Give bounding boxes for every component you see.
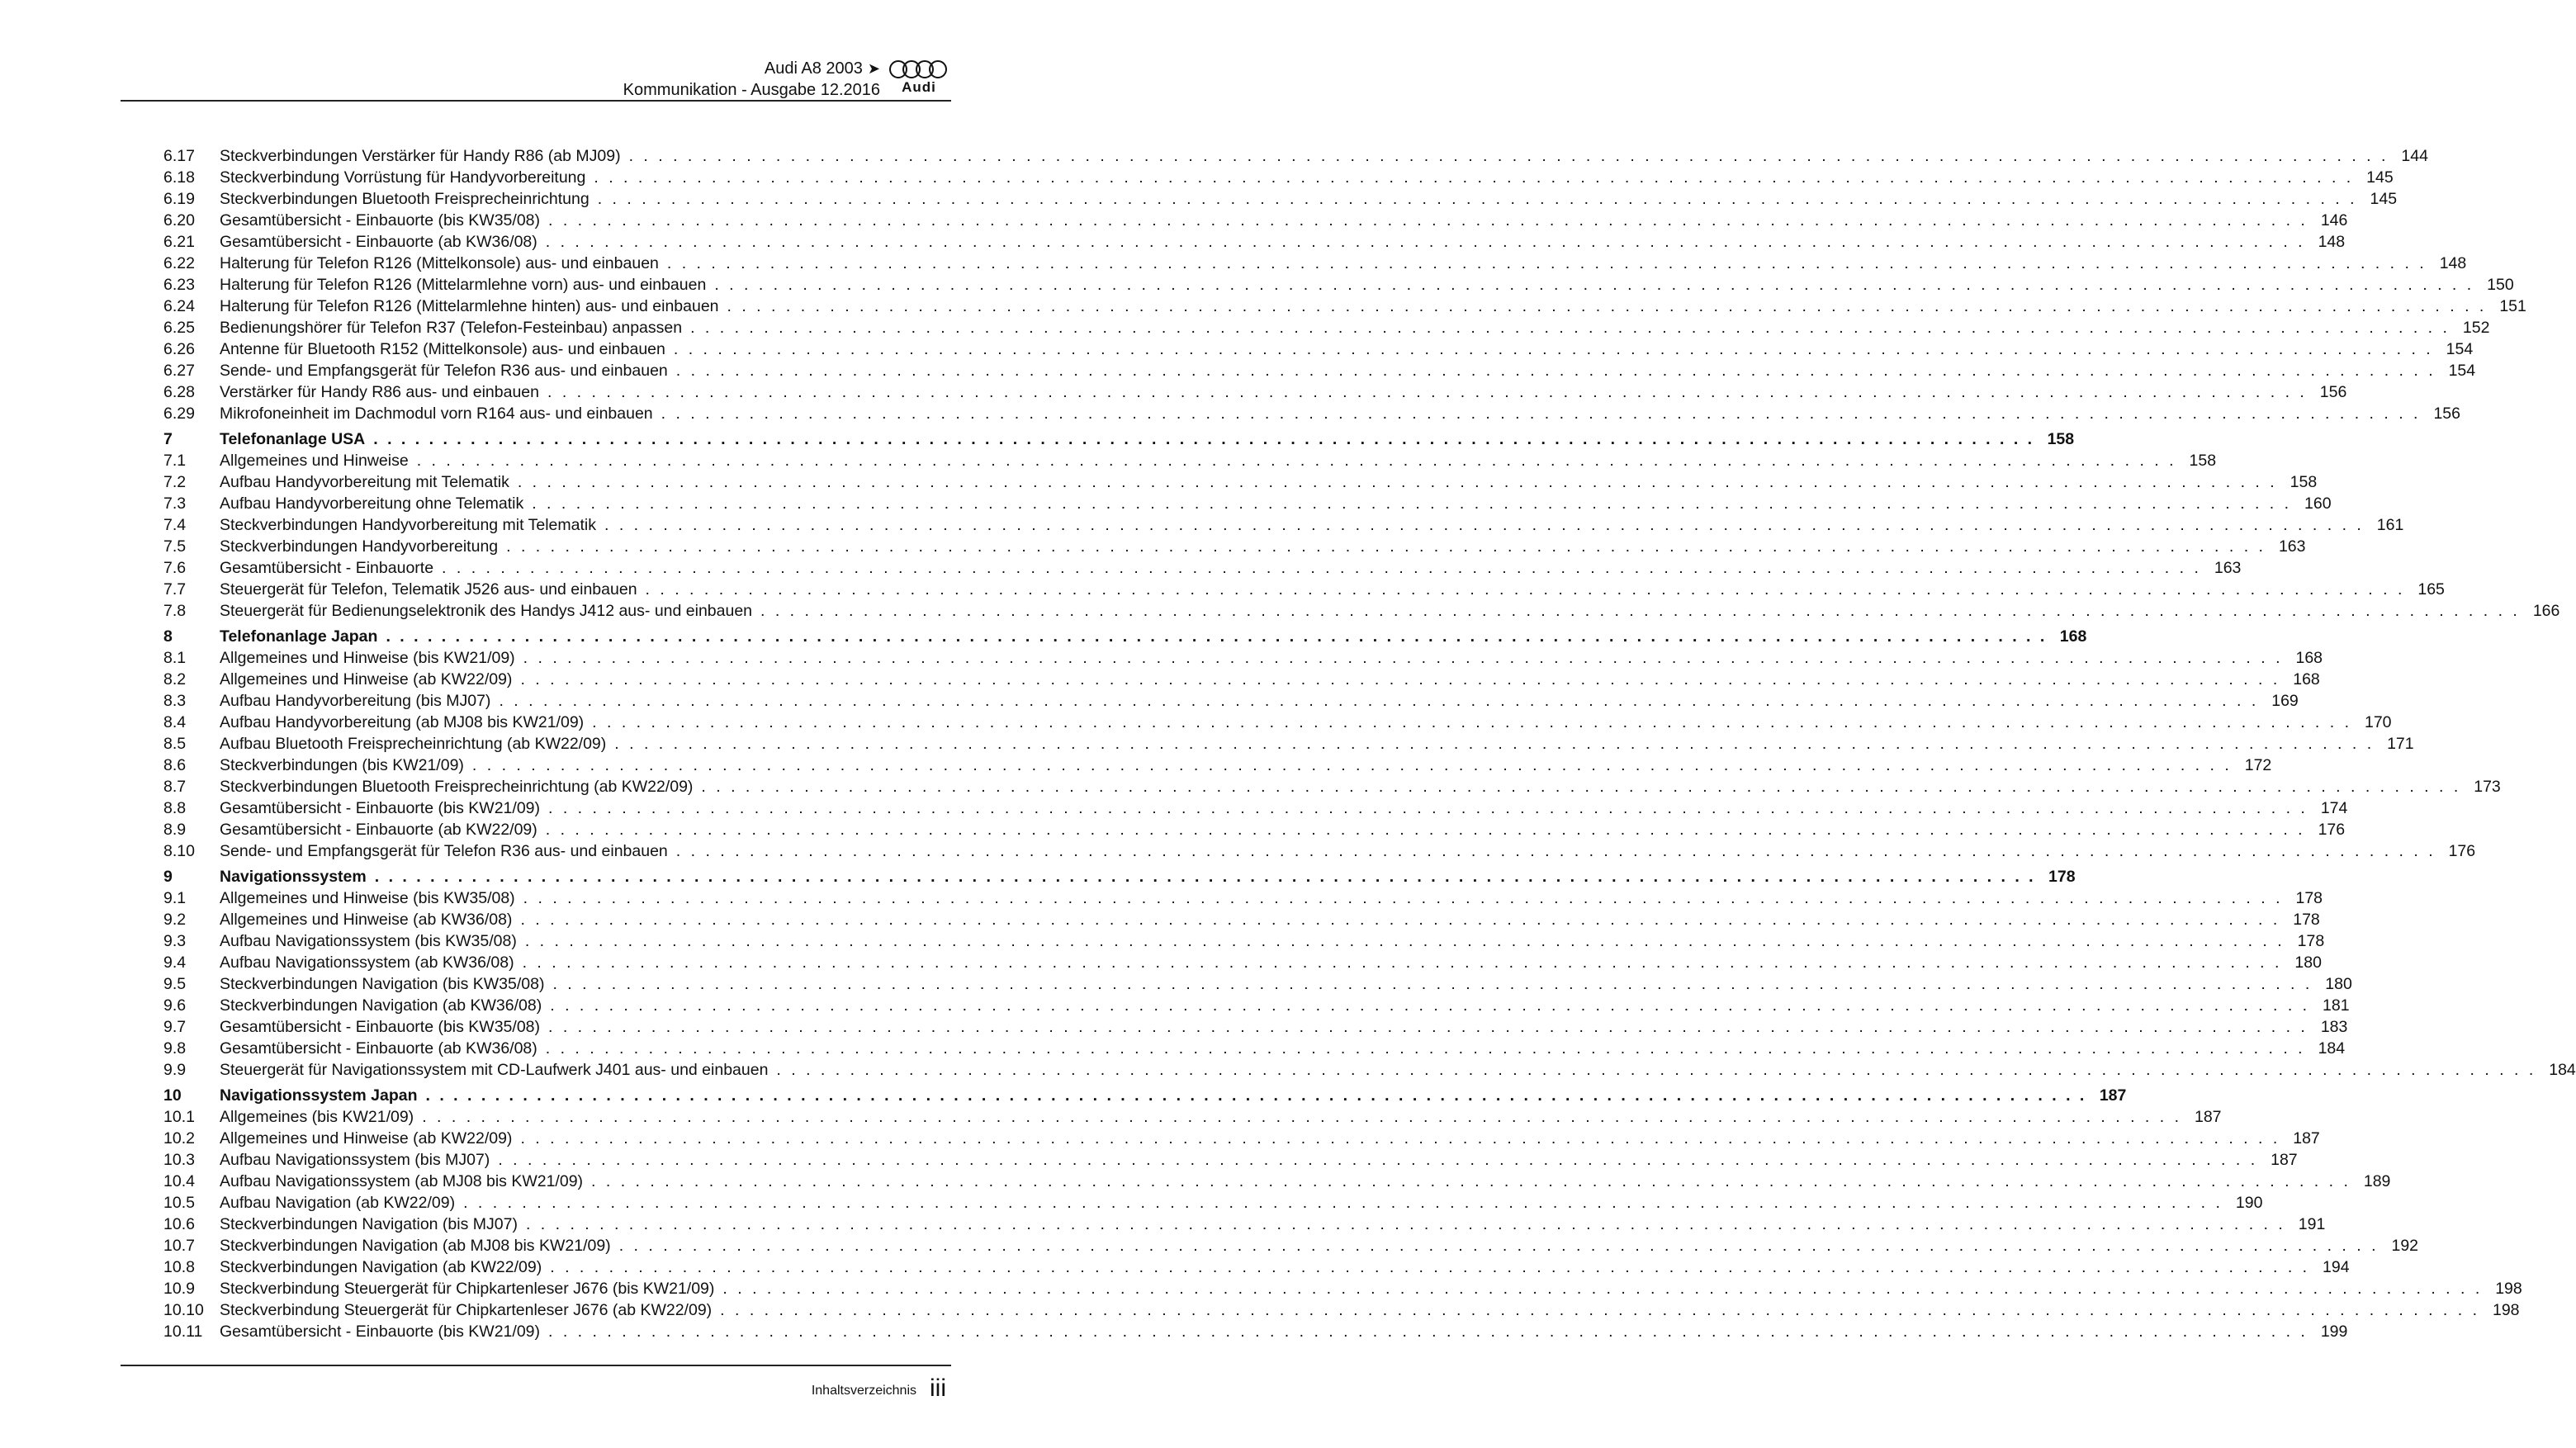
toc-row[interactable]: [163, 995, 2350, 1016]
toc-entry-title: Steckverbindungen Navigation (bis KW35/08): [220, 975, 545, 993]
dot-leader: . . . . . . . . . . . . . . . . . . . . . . . . . . . . . . . . . . . . . . . . . . . . . . . . . . . . . . . . . . . . . . . . . . . . . . . . . . . . . . . . . . . . . . . . . . . . . . . . . . . . . . . . . . . . . . . . . . . . . . . .: [666, 254, 2427, 272]
toc-entry-title: Aufbau Handyvorbereitung ohne Telematik: [220, 494, 524, 513]
toc-entry-number: 10.1: [163, 1108, 195, 1126]
dot-leader: . . . . . . . . . . . . . . . . . . . . . . . . . . . . . . . . . . . . . . . . . . . . . . . . . . . . . . . . . . . . . . . . . . . . . . . . . . . . . . . . . . . . . . . . . . . . . . . . . . . . . . . . . . . . . . . . . . . . . . . .: [442, 559, 2202, 577]
toc-row[interactable]: [163, 1149, 2298, 1171]
toc-entry-title: Steckverbindungen Navigation (bis MJ07): [220, 1215, 518, 1233]
toc-entry-number: 6.23: [163, 276, 195, 294]
toc-entry-page: 176: [2448, 842, 2476, 860]
dot-leader: . . . . . . . . . . . . . . . . . . . . . . . . . . . . . . . . . . . . . . . . . . . . . . . . . . . . . . . . . . . . . . . . . . . . . . . . . . . . . . . . . . . . . . . . . . . . . . . . . . . . . . . . . . . . . . . . . . . . . . . .: [675, 842, 2436, 860]
toc-entry-title: Steckverbindungen (bis KW21/09): [220, 756, 464, 774]
toc-row[interactable]: [163, 952, 2322, 973]
toc-entry-page: 180: [2325, 975, 2352, 993]
toc-entry-page: 146: [2320, 211, 2348, 230]
toc-entry-page: 168: [2059, 627, 2087, 646]
toc-entry-page: 145: [2366, 168, 2394, 187]
toc-entry-title: Halterung für Telefon R126 (Mittelarmlehne vorn) aus- und einbauen: [220, 276, 707, 294]
toc-entry-page: 172: [2244, 756, 2272, 774]
dot-leader: . . . . . . . . . . . . . . . . . . . . . . . . . . . . . . . . . . . . . . . . . . . . . . . . . . . . . . . . . . . . . . . . . . . . . . . . . . . . . . . . . . . . . . . . . . . . . . . . . . . . . . . . . . . . . . . . . . . . . . . .: [520, 1129, 2280, 1148]
toc-entry-number: 7.6: [163, 559, 187, 577]
toc-entry-number: 8.2: [163, 670, 187, 689]
toc-row[interactable]: [163, 1235, 2419, 1256]
toc-row[interactable]: [163, 1256, 2350, 1278]
toc-entry-number: 8: [163, 627, 173, 646]
toc-entry-page: 148: [2318, 233, 2346, 251]
toc-entry-title: Navigationssystem Japan: [220, 1086, 418, 1105]
toc-entry-number: 6.27: [163, 362, 195, 380]
toc-row[interactable]: [163, 1106, 2222, 1128]
dot-leader: . . . . . . . . . . . . . . . . . . . . . . . . . . . . . . . . . . . . . . . . . . . . . . . . . . . . . . . . . . . . . . . . . . . . . . . . . . . . . . . . . . . . . . . . . . . . . . . . . . . . . . . . . . . . . . . . . . . . . . . .: [548, 1323, 2308, 1341]
dot-leader: . . . . . . . . . . . . . . . . . . . . . . . . . . . . . . . . . . . . . . . . . . . . . . . . . . . . . . . . . . . . . . . . . . . . . . . . . . . . . . . . . . . . . . . . . . . . . . . . . . . . . . . . . . . . . . . . . . . . . . . .: [471, 756, 2233, 774]
toc-entry-page: 174: [2320, 799, 2348, 817]
toc-entry-number: 10.3: [163, 1151, 195, 1169]
toc-row[interactable]: [163, 733, 2414, 755]
toc-entry-number: 8.1: [163, 649, 187, 667]
toc-entry-page: 187: [2194, 1108, 2222, 1126]
toc-entry-number: 6.24: [163, 297, 195, 315]
toc-entry-number: 6.19: [163, 190, 195, 208]
page-footer: [121, 1365, 951, 1408]
toc-entry-number: 8.8: [163, 799, 187, 817]
footer-section-label: Inhaltsverzeichnis: [811, 1384, 916, 1398]
toc-entry-page: 158: [2189, 452, 2217, 470]
dot-leader: . . . . . . . . . . . . . . . . . . . . . . . . . . . . . . . . . . . . . . . . . . . . . . . . . . . . . . . . . . . . . . . . . . . . . . . . . . . . . . . . . . . . . . . . . . . . . . . . . . . . . . . . . . . . . . . . . . . . . . . .: [550, 1258, 2310, 1276]
toc-row[interactable]: [163, 755, 2272, 776]
dot-leader: . . . . . . . . . . . . . . . . . . . . . . . . . . . . . . . . . . . . . . . . . . . . . . . . . . . . . . . . . . . . . . . . . . . . . . . . . . . . . . . . . . . . . . . . . . . . . . . . . . . . . . . . . . . . . . . . . . . . . . . .: [422, 1108, 2182, 1126]
toc-entry-title: Aufbau Navigationssystem (bis KW35/08): [220, 932, 517, 950]
toc-row[interactable]: [163, 712, 2392, 733]
toc-entry-page: 184: [2318, 1039, 2346, 1058]
dot-leader: . . . . . . . . . . . . . . . . . . . . . . . . . . . . . . . . . . . . . . . . . . . . . . . . . . . . . . . . . . . . . . . . . . . . . . . . . . . . . . . . . . . . . . . . . . . . . . . . . . . . . . . . . . . . . . . . . . . . . . . .: [675, 362, 2436, 380]
dot-leader: . . . . . . . . . . . . . . . . . . . . . . . . . . . . . . . . . . . . . . . . . . . . . . . . . . . . . . . . . . . . . . . . . . . . . . . . . . . . . . . . . . . . . . . . . . . . . . . . . . . . . . . . . . . . . . . . . . . . . . . .: [548, 799, 2308, 817]
toc-entry-number: 7.7: [163, 580, 187, 599]
dot-leader: . . . . . . . . . . . . . . . . . . . . . . . . . . . . . . . . . . . . . . . . . . . . . . . . . . . . . . . . . . . . . . . . . . . . . . . . . . . . . . . . . . . . . . . . . . . . . . . . . . . . . . . . . . . . . . . . . . . . . . . .: [524, 932, 2285, 950]
toc-entry-title: Gesamtübersicht - Einbauorte (bis KW35/08): [220, 1018, 541, 1036]
toc-row[interactable]: [163, 360, 2476, 381]
toc-entry-title: Aufbau Navigationssystem (bis MJ07): [220, 1151, 490, 1169]
toc-entry-title: Aufbau Navigationssystem (ab MJ08 bis KW21/09): [220, 1172, 584, 1190]
dot-leader: . . . . . . . . . . . . . . . . . . . . . . . . . . . . . . . . . . . . . . . . . . . . . . . . . . . . . . . . . . . . . . . . . . . . . . . . . . . . . . . . . . . . . . . . . . . . . . . . . . . . . . . . . . . . . . . . . . . . . . . .: [701, 778, 2461, 796]
dot-leader: . . . . . . . . . . . . . . . . . . . . . . . . . . . . . . . . . . . . . . . . . . . . . . . . . . . . . . . . . . . . . . . . . . . . . . . . . . . . . . . . . . . . . . . . . . . . . . . . . . . . . . . . . . . . . . . . . . . . . . . .: [525, 1215, 2286, 1233]
toc-entry-title: Aufbau Handyvorbereitung mit Telematik: [220, 473, 509, 491]
toc-entry-number: 9.6: [163, 996, 187, 1015]
toc-entry-title: Steckverbindungen Navigation (ab KW22/09): [220, 1258, 542, 1276]
toc-entry-page: 171: [2387, 735, 2414, 753]
toc-entry-number: 6.25: [163, 319, 195, 337]
toc-row[interactable]: [163, 450, 2217, 471]
dot-leader: . . . . . . . . . . . . . . . . . . . . . . . . . . . . . . . . . . . . . . . . . . . . . . . . . . . . . . . . . . . . . . . . . . . . . . . . . . . . . . . . . . . . . . . . . . . . . . . . . . . . . . . . . . . . . . . . . . . . . . . .: [523, 649, 2284, 667]
toc-row[interactable]: [163, 797, 2348, 819]
toc-entry-number: 6.18: [163, 168, 195, 187]
toc-entry-number: 6.28: [163, 383, 195, 401]
dot-leader: . . . . . . . . . . . . . . . . . . . . . . . . . . . . . . . . . . . . . . . . . . . . . . . . . . . . . . . . . . . . . . . . . . . . . . . . . . . . . . . . . . . . . . . . . . . . . . . . . . . . . . . . . . . . . . . . . . . . . . . .: [498, 1151, 2258, 1169]
toc-entry-title: Steckverbindung Steuergerät für Chipkartenleser J676 (bis KW21/09): [220, 1280, 715, 1298]
toc-entry-title: Gesamtübersicht - Einbauorte (bis KW21/09): [220, 799, 541, 817]
toc-entry-page: 168: [2295, 649, 2323, 667]
table-of-contents: [163, 145, 2576, 1342]
toc-chapter-row[interactable]: [163, 428, 2075, 450]
toc-entry-page: 160: [2304, 494, 2332, 513]
toc-entry-number: 9.9: [163, 1061, 187, 1079]
toc-entry-title: Steuergerät für Navigationssystem mit CD-Laufwerk J401 aus- und einbauen: [220, 1061, 769, 1079]
dot-leader: . . . . . . . . . . . . . . . . . . . . . . . . . . . . . . . . . . . . . . . . . . . . . . . . . . . . . . . . . . . . . . . . . . . . . . . . . . . . . . . . . . . . . . . . . . . . . . . . . . . . . . . . . . . . . . . . . . . . . . . .: [520, 670, 2280, 689]
toc-entry-page: 154: [2448, 362, 2476, 380]
toc-entry-title: Telefonanlage USA: [220, 430, 366, 448]
toc-entry-title: Allgemeines und Hinweise (ab KW36/08): [220, 911, 513, 929]
toc-entry-page: 158: [2290, 473, 2318, 491]
toc-entry-page: 184: [2549, 1061, 2576, 1079]
toc-row[interactable]: [163, 381, 2347, 403]
toc-entry-page: 166: [2532, 602, 2560, 620]
toc-entry-page: 194: [2323, 1258, 2350, 1276]
toc-chapter-row[interactable]: [163, 866, 2076, 887]
dot-leader: . . . . . . . . . . . . . . . . . . . . . . . . . . . . . . . . . . . . . . . . . . . . . . . . . . . . . . . . . . . . . . . . . . . . . . . . . . . . . . . . . . . . . . . . . . . . . . . . . . . . . . . . . . . . . . . . . . . . . . . .: [373, 430, 2035, 448]
toc-entry-title: Navigationssystem: [220, 868, 367, 886]
dot-leader: . . . . . . . . . . . . . . . . . . . . . . . . . . . . . . . . . . . . . . . . . . . . . . . . . . . . . . . . . . . . . . . . . . . . . . . . . . . . . . . . . . . . . . . . . . . . . . . . . . . . . . . . . . . . . . . . . . . . . . . .: [532, 494, 2292, 513]
toc-row[interactable]: [163, 231, 2346, 253]
toc-entry-number: 10.10: [163, 1301, 204, 1319]
toc-entry-number: 7: [163, 430, 173, 448]
toc-row[interactable]: [163, 514, 2404, 536]
toc-row[interactable]: [163, 1016, 2348, 1038]
toc-entry-page: 178: [2297, 932, 2325, 950]
dot-leader: . . . . . . . . . . . . . . . . . . . . . . . . . . . . . . . . . . . . . . . . . . . . . . . . . . . . . . . . . . . . . . . . . . . . . . . . . . . . . . . . . . . . . . . . . . . . . . . . . . . . . . . . . . . . . . . . . . . . . . . .: [714, 276, 2474, 294]
toc-entry-number: 9.1: [163, 889, 187, 907]
toc-entry-title: Steckverbindungen Bluetooth Freisprecheinrichtung (ab KW22/09): [220, 778, 694, 796]
toc-entry-page: 178: [2048, 868, 2076, 886]
dot-leader: . . . . . . . . . . . . . . . . . . . . . . . . . . . . . . . . . . . . . . . . . . . . . . . . . . . . . . . . . . . . . . . . . . . . . . . . . . . . . . . . . . . . . . . . . . . . . . . . . . . . . . . . . . . . . . . . . . . . . . . .: [545, 233, 2306, 251]
toc-row[interactable]: [163, 1059, 2576, 1081]
toc-entry-page: 178: [2295, 889, 2323, 907]
dot-leader: . . . . . . . . . . . . . . . . . . . . . . . . . . . . . . . . . . . . . . . . . . . . . . . . . . . . . . . . . . . . . . . . . . . . . . . . . . . . . . . . . . . . . . . . . . . . . . . . . . . . . . . . . . . . . . . . . . . . . . . .: [545, 821, 2306, 839]
dot-leader: . . . . . . . . . . . . . . . . . . . . . . . . . . . . . . . . . . . . . . . . . . . . . . . . . . . . . . . . . . . . . . . . . . . . . . . . . . . . . . . . . . . . . . . . . . . . . . . . . . . . . . . . . . . . . . . . . . . . . . . .: [550, 996, 2310, 1015]
toc-entry-page: 152: [2462, 319, 2490, 337]
audi-rings-icon: [887, 59, 951, 79]
toc-row[interactable]: [163, 840, 2476, 862]
toc-entry-title: Aufbau Handyvorbereitung (bis MJ07): [220, 692, 491, 710]
dot-leader: . . . . . . . . . . . . . . . . . . . . . . . . . . . . . . . . . . . . . . . . . . . . . . . . . . . . . . . . . . . . . . . . . . . . . . . . . . . . . . . . . . . . . . . . . . . . . . . . . . . . . . . . . . . . . . . . . . . . . . . .: [523, 889, 2284, 907]
toc-entry-title: Antenne für Bluetooth R152 (Mittelkonsole) aus- und einbauen: [220, 340, 665, 358]
toc-row[interactable]: [163, 274, 2514, 296]
toc-entry-number: 6.26: [163, 340, 195, 358]
dot-leader: . . . . . . . . . . . . . . . . . . . . . . . . . . . . . . . . . . . . . . . . . . . . . . . . . . . . . . . . . . . . . . . . . . . . . . . . . . . . . . . . . . . . . . . . . . . . . . . . . . . . . . . . . . . . . . . . . . . . . . . .: [591, 1172, 2351, 1190]
dot-leader: . . . . . . . . . . . . . . . . . . . . . . . . . . . . . . . . . . . . . . . . . . . . . . . . . . . . . . . . . . . . . . . . . . . . . . . . . . . . . . . . . . . . . . . . . . . . . . . . . . . . . . . . . . . . . . . . . . . . . . . .: [628, 147, 2389, 165]
toc-entry-title: Steckverbindungen Verstärker für Handy R86 (ab MJ09): [220, 147, 621, 165]
toc-entry-page: 198: [2495, 1280, 2522, 1298]
dot-leader: . . . . . . . . . . . . . . . . . . . . . . . . . . . . . . . . . . . . . . . . . . . . . . . . . . . . . . . . . . . . . . . . . . . . . . . . . . . . . . . . . . . . . . . . . . . . . . . . . . . . . . . . . . . . . . . . . . . . . . . .: [690, 319, 2451, 337]
toc-row[interactable]: [163, 403, 2460, 424]
dot-leader: . . . . . . . . . . . . . . . . . . . . . . . . . . . . . . . . . . . . . . . . . . . . . . . . . . . . . . . . . . . . . . . . . . . . . . . . . . . . . . . . . . . . . . . . . . . . . . . . . . . . . . . . . . . . . . . . . . . . . . . .: [597, 190, 2358, 208]
dot-leader: . . . . . . . . . . . . . . . . . . . . . . . . . . . . . . . . . . . . . . . . . . . . . . . . . . . . . . . . . . . . . . . . . . . . . . . . . . . . . . . . . . . . . . . . . . . . . . . . . . . . . . . . . . . . . . . . . . . . . . . .: [548, 211, 2308, 230]
toc-row[interactable]: [163, 493, 2332, 514]
dot-leader: . . . . . . . . . . . . . . . . . . . . . . . . . . . . . . . . . . . . . . . . . . . . . . . . . . . . . . . . . . . . . . . . . . . . . . . . . . . . . . . . . . . . . . . . . . . . . . . . . . . . . . . . . . . . . . . . . . . . . . . .: [604, 516, 2365, 534]
toc-entry-number: 7.1: [163, 452, 187, 470]
toc-entry-title: Aufbau Navigationssystem (ab KW36/08): [220, 954, 514, 972]
toc-entry-title: Steckverbindungen Bluetooth Freisprecheinrichtung: [220, 190, 590, 208]
dot-leader: . . . . . . . . . . . . . . . . . . . . . . . . . . . . . . . . . . . . . . . . . . . . . . . . . . . . . . . . . . . . . . . . . . . . . . . . . . . . . . . . . . . . . . . . . . . . . . . . . . . . . . . . . . . . . . . . . . . . . . . .: [548, 1018, 2308, 1036]
toc-row[interactable]: [163, 188, 2398, 210]
toc-row[interactable]: [163, 579, 2445, 600]
dot-leader: . . . . . . . . . . . . . . . . . . . . . . . . . . . . . . . . . . . . . . . . . . . . . . . . . . . . . . . . . . . . . . . . . . . . . . . . . . . . . . . . . . . . . . . . . . . . . . . . . . . . . . . . . . . . . . . . . . . . . . . .: [661, 405, 2421, 423]
toc-entry-title: Steckverbindungen Handyvorbereitung: [220, 537, 499, 556]
toc-row[interactable]: [163, 536, 2306, 557]
toc-row[interactable]: [163, 471, 2318, 493]
page-header: [121, 58, 951, 102]
toc-entry-page: 190: [2235, 1194, 2263, 1212]
toc-entry-number: 7.3: [163, 494, 187, 513]
footer-page-number: iii: [930, 1375, 946, 1402]
dot-leader: . . . . . . . . . . . . . . . . . . . . . . . . . . . . . . . . . . . . . . . . . . . . . . . . . . . . . . . . . . . . . . . . . . . . . . . . . . . . . . . . . . . . . . . . . . . . . . . . . . . . . . . . . . . . . . . . . . . . . . . .: [425, 1086, 2087, 1105]
toc-entry-title: Aufbau Handyvorbereitung (ab MJ08 bis KW21/09): [220, 713, 585, 731]
toc-row[interactable]: [163, 296, 2526, 317]
dot-leader: . . . . . . . . . . . . . . . . . . . . . . . . . . . . . . . . . . . . . . . . . . . . . . . . . . . . . . . . . . . . . . . . . . . . . . . . . . . . . . . . . . . . . . . . . . . . . . . . . . . . . . . . . . . . . . . . . . . . . . . .: [776, 1061, 2536, 1079]
toc-entry-page: 169: [2271, 692, 2299, 710]
toc-entry-number: 8.6: [163, 756, 187, 774]
toc-row[interactable]: [163, 210, 2348, 231]
toc-entry-number: 6.17: [163, 147, 195, 165]
toc-entry-number: 7.8: [163, 602, 187, 620]
toc-row[interactable]: [163, 647, 2323, 669]
toc-entry-page: 187: [2271, 1151, 2298, 1169]
toc-row[interactable]: [163, 557, 2242, 579]
toc-row[interactable]: [163, 1192, 2263, 1214]
toc-entry-page: 145: [2370, 190, 2398, 208]
audi-logo: [887, 59, 951, 97]
toc-entry-title: Gesamtübersicht - Einbauorte (bis KW35/08): [220, 211, 541, 230]
toc-entry-page: 178: [2293, 911, 2320, 929]
dot-leader: . . . . . . . . . . . . . . . . . . . . . . . . . . . . . . . . . . . . . . . . . . . . . . . . . . . . . . . . . . . . . . . . . . . . . . . . . . . . . . . . . . . . . . . . . . . . . . . . . . . . . . . . . . . . . . . . . . . . . . . .: [673, 340, 2434, 358]
toc-entry-page: 170: [2364, 713, 2392, 731]
toc-entry-number: 6.21: [163, 233, 195, 251]
toc-entry-title: Sende- und Empfangsgerät für Telefon R36 aus- und einbauen: [220, 842, 668, 860]
toc-entry-page: 181: [2323, 996, 2350, 1015]
manual-subtitle: Kommunikation - Ausgabe 12.2016: [623, 81, 880, 99]
toc-entry-page: 180: [2294, 954, 2322, 972]
dot-leader: . . . . . . . . . . . . . . . . . . . . . . . . . . . . . . . . . . . . . . . . . . . . . . . . . . . . . . . . . . . . . . . . . . . . . . . . . . . . . . . . . . . . . . . . . . . . . . . . . . . . . . . . . . . . . . . . . . . . . . . .: [760, 602, 2521, 620]
toc-row[interactable]: [163, 1128, 2320, 1149]
toc-entry-number: 7.4: [163, 516, 187, 534]
toc-entry-number: 8.5: [163, 735, 187, 753]
toc-row[interactable]: [163, 1214, 2326, 1235]
dot-leader: . . . . . . . . . . . . . . . . . . . . . . . . . . . . . . . . . . . . . . . . . . . . . . . . . . . . . . . . . . . . . . . . . . . . . . . . . . . . . . . . . . . . . . . . . . . . . . . . . . . . . . . . . . . . . . . . . . . . . . . .: [722, 1280, 2483, 1298]
toc-entry-number: 10.7: [163, 1237, 195, 1255]
toc-row[interactable]: [163, 1038, 2346, 1059]
toc-entry-page: 163: [2214, 559, 2242, 577]
toc-entry-page: 156: [2319, 383, 2347, 401]
toc-row[interactable]: [163, 887, 2323, 909]
dot-leader: . . . . . . . . . . . . . . . . . . . . . . . . . . . . . . . . . . . . . . . . . . . . . . . . . . . . . . . . . . . . . . . . . . . . . . . . . . . . . . . . . . . . . . . . . . . . . . . . . . . . . . . . . . . . . . . . . . . . . . . .: [386, 627, 2048, 646]
toc-entry-page: 151: [2499, 297, 2526, 315]
toc-row[interactable]: [163, 145, 2428, 167]
dot-leader: . . . . . . . . . . . . . . . . . . . . . . . . . . . . . . . . . . . . . . . . . . . . . . . . . . . . . . . . . . . . . . . . . . . . . . . . . . . . . . . . . . . . . . . . . . . . . . . . . . . . . . . . . . . . . . . . . . . . . . . .: [499, 692, 2259, 710]
arrow-right-icon: ➤: [867, 60, 880, 77]
toc-entry-number: 8.9: [163, 821, 187, 839]
dot-leader: . . . . . . . . . . . . . . . . . . . . . . . . . . . . . . . . . . . . . . . . . . . . . . . . . . . . . . . . . . . . . . . . . . . . . . . . . . . . . . . . . . . . . . . . . . . . . . . . . . . . . . . . . . . . . . . . . . . . . . . .: [594, 168, 2354, 187]
toc-entry-title: Allgemeines (bis KW21/09): [220, 1108, 414, 1126]
toc-entry-title: Steuergerät für Telefon, Telematik J526 aus- und einbauen: [220, 580, 637, 599]
toc-entry-title: Steckverbindungen Navigation (ab MJ08 bis KW21/09): [220, 1237, 611, 1255]
toc-row[interactable]: [163, 1299, 2520, 1321]
toc-entry-page: 176: [2318, 821, 2346, 839]
toc-row[interactable]: [163, 317, 2490, 338]
toc-entry-number: 9.5: [163, 975, 187, 993]
toc-entry-title: Halterung für Telefon R126 (Mittelarmlehne hinten) aus- und einbauen: [220, 297, 719, 315]
toc-chapter-row[interactable]: [163, 1085, 2127, 1106]
toc-entry-page: 198: [2492, 1301, 2520, 1319]
toc-entry-title: Gesamtübersicht - Einbauorte (ab KW22/09): [220, 821, 537, 839]
toc-entry-page: 158: [2047, 430, 2075, 448]
toc-entry-page: 192: [2391, 1237, 2419, 1255]
toc-entry-number: 8.7: [163, 778, 187, 796]
toc-entry-number: 10.11: [163, 1323, 203, 1341]
dot-leader: . . . . . . . . . . . . . . . . . . . . . . . . . . . . . . . . . . . . . . . . . . . . . . . . . . . . . . . . . . . . . . . . . . . . . . . . . . . . . . . . . . . . . . . . . . . . . . . . . . . . . . . . . . . . . . . . . . . . . . . .: [592, 713, 2352, 731]
header-text: [623, 58, 880, 101]
toc-entry-number: 10.5: [163, 1194, 195, 1212]
toc-entry-page: 168: [2293, 670, 2320, 689]
toc-entry-page: 199: [2320, 1323, 2348, 1341]
toc-row[interactable]: [163, 776, 2501, 797]
toc-entry-number: 9.2: [163, 911, 187, 929]
dot-leader: . . . . . . . . . . . . . . . . . . . . . . . . . . . . . . . . . . . . . . . . . . . . . . . . . . . . . . . . . . . . . . . . . . . . . . . . . . . . . . . . . . . . . . . . . . . . . . . . . . . . . . . . . . . . . . . . . . . . . . . .: [416, 452, 2177, 470]
toc-row[interactable]: [163, 930, 2325, 952]
toc-entry-page: 150: [2487, 276, 2514, 294]
toc-row[interactable]: [163, 819, 2346, 840]
toc-row[interactable]: [163, 669, 2320, 690]
toc-entry-title: Allgemeines und Hinweise (ab KW22/09): [220, 1129, 513, 1148]
toc-entry-page: 189: [2363, 1172, 2391, 1190]
toc-entry-number: 6.20: [163, 211, 195, 230]
toc-entry-title: Gesamtübersicht - Einbauorte (bis KW21/09): [220, 1323, 541, 1341]
toc-row[interactable]: [163, 690, 2299, 712]
toc-entry-page: 183: [2320, 1018, 2348, 1036]
dot-leader: . . . . . . . . . . . . . . . . . . . . . . . . . . . . . . . . . . . . . . . . . . . . . . . . . . . . . . . . . . . . . . . . . . . . . . . . . . . . . . . . . . . . . . . . . . . . . . . . . . . . . . . . . . . . . . . . . . . . . . . .: [720, 1301, 2480, 1319]
toc-entry-page: 144: [2401, 147, 2428, 165]
toc-entry-number: 10.9: [163, 1280, 195, 1298]
dot-leader: . . . . . . . . . . . . . . . . . . . . . . . . . . . . . . . . . . . . . . . . . . . . . . . . . . . . . . . . . . . . . . . . . . . . . . . . . . . . . . . . . . . . . . . . . . . . . . . . . . . . . . . . . . . . . . . . . . . . . . . .: [614, 735, 2375, 753]
toc-entry-number: 10: [163, 1086, 182, 1105]
toc-entry-title: Allgemeines und Hinweise (ab KW22/09): [220, 670, 513, 689]
toc-row[interactable]: [163, 1278, 2522, 1299]
toc-entry-number: 9.7: [163, 1018, 187, 1036]
toc-entry-page: 165: [2417, 580, 2445, 599]
dot-leader: . . . . . . . . . . . . . . . . . . . . . . . . . . . . . . . . . . . . . . . . . . . . . . . . . . . . . . . . . . . . . . . . . . . . . . . . . . . . . . . . . . . . . . . . . . . . . . . . . . . . . . . . . . . . . . . . . . . . . . . .: [506, 537, 2266, 556]
dot-leader: . . . . . . . . . . . . . . . . . . . . . . . . . . . . . . . . . . . . . . . . . . . . . . . . . . . . . . . . . . . . . . . . . . . . . . . . . . . . . . . . . . . . . . . . . . . . . . . . . . . . . . . . . . . . . . . . . . . . . . . .: [727, 297, 2487, 315]
toc-entry-title: Steckverbindungen Navigation (ab KW36/08): [220, 996, 542, 1015]
toc-entry-page: 148: [2439, 254, 2467, 272]
toc-row[interactable]: [163, 973, 2352, 995]
dot-leader: . . . . . . . . . . . . . . . . . . . . . . . . . . . . . . . . . . . . . . . . . . . . . . . . . . . . . . . . . . . . . . . . . . . . . . . . . . . . . . . . . . . . . . . . . . . . . . . . . . . . . . . . . . . . . . . . . . . . . . . .: [463, 1194, 2223, 1212]
dot-leader: . . . . . . . . . . . . . . . . . . . . . . . . . . . . . . . . . . . . . . . . . . . . . . . . . . . . . . . . . . . . . . . . . . . . . . . . . . . . . . . . . . . . . . . . . . . . . . . . . . . . . . . . . . . . . . . . . . . . . . . .: [552, 975, 2313, 993]
toc-entry-number: 9: [163, 868, 173, 886]
toc-entry-page: 191: [2298, 1215, 2326, 1233]
toc-entry-number: 10.4: [163, 1172, 195, 1190]
toc-entry-title: Aufbau Bluetooth Freisprecheinrichtung (ab KW22/09): [220, 735, 607, 753]
toc-entry-number: 10.8: [163, 1258, 195, 1276]
toc-entry-page: 187: [2099, 1086, 2127, 1105]
toc-entry-title: Halterung für Telefon R126 (Mittelkonsole) aus- und einbauen: [220, 254, 659, 272]
toc-row[interactable]: [163, 909, 2320, 930]
toc-entry-page: 161: [2376, 516, 2404, 534]
toc-entry-number: 7.2: [163, 473, 187, 491]
toc-entry-page: 156: [2433, 405, 2460, 423]
toc-entry-title: Steckverbindung Steuergerät für Chipkartenleser J676 (ab KW22/09): [220, 1301, 713, 1319]
toc-entry-title: Allgemeines und Hinweise (bis KW21/09): [220, 649, 515, 667]
toc-entry-title: Aufbau Navigation (ab KW22/09): [220, 1194, 456, 1212]
toc-row[interactable]: [163, 600, 2560, 622]
toc-entry-number: 9.8: [163, 1039, 187, 1058]
toc-entry-title: Allgemeines und Hinweise (bis KW35/08): [220, 889, 515, 907]
toc-entry-title: Steckverbindung Vorrüstung für Handyvorbereitung: [220, 168, 586, 187]
toc-entry-title: Bedienungshörer für Telefon R37 (Telefon-Festeinbau) anpassen: [220, 319, 683, 337]
toc-row[interactable]: [163, 253, 2467, 274]
toc-entry-page: 173: [2474, 778, 2501, 796]
toc-chapter-row[interactable]: [163, 626, 2087, 647]
dot-leader: . . . . . . . . . . . . . . . . . . . . . . . . . . . . . . . . . . . . . . . . . . . . . . . . . . . . . . . . . . . . . . . . . . . . . . . . . . . . . . . . . . . . . . . . . . . . . . . . . . . . . . . . . . . . . . . . . . . . . . . .: [374, 868, 2036, 886]
dot-leader: . . . . . . . . . . . . . . . . . . . . . . . . . . . . . . . . . . . . . . . . . . . . . . . . . . . . . . . . . . . . . . . . . . . . . . . . . . . . . . . . . . . . . . . . . . . . . . . . . . . . . . . . . . . . . . . . . . . . . . . .: [547, 383, 2308, 401]
toc-entry-title: Allgemeines und Hinweise: [220, 452, 409, 470]
toc-entry-title: Mikrofoneinheit im Dachmodul vorn R164 aus- und einbauen: [220, 405, 653, 423]
toc-row[interactable]: [163, 338, 2474, 360]
toc-entry-number: 10.2: [163, 1129, 195, 1148]
toc-entry-number: 10.6: [163, 1215, 195, 1233]
toc-entry-number: 9.3: [163, 932, 187, 950]
toc-row[interactable]: [163, 1171, 2391, 1192]
toc-row[interactable]: [163, 167, 2394, 188]
dot-leader: . . . . . . . . . . . . . . . . . . . . . . . . . . . . . . . . . . . . . . . . . . . . . . . . . . . . . . . . . . . . . . . . . . . . . . . . . . . . . . . . . . . . . . . . . . . . . . . . . . . . . . . . . . . . . . . . . . . . . . . .: [520, 911, 2280, 929]
toc-entry-title: Gesamtübersicht - Einbauorte (ab KW36/08): [220, 233, 537, 251]
dot-leader: . . . . . . . . . . . . . . . . . . . . . . . . . . . . . . . . . . . . . . . . . . . . . . . . . . . . . . . . . . . . . . . . . . . . . . . . . . . . . . . . . . . . . . . . . . . . . . . . . . . . . . . . . . . . . . . . . . . . . . . .: [645, 580, 2405, 599]
toc-entry-title: Telefonanlage Japan: [220, 627, 378, 646]
toc-entry-number: 7.5: [163, 537, 187, 556]
toc-entry-number: 6.29: [163, 405, 195, 423]
toc-entry-number: 8.3: [163, 692, 187, 710]
vehicle-model: Audi A8 2003: [764, 59, 863, 78]
toc-entry-title: Steuergerät für Bedienungselektronik des Handys J412 aus- und einbauen: [220, 602, 753, 620]
toc-entry-title: Gesamtübersicht - Einbauorte (ab KW36/08): [220, 1039, 537, 1058]
audi-wordmark: Audi: [902, 79, 936, 95]
toc-row[interactable]: [163, 1321, 2348, 1342]
toc-entry-number: 9.4: [163, 954, 187, 972]
toc-entry-page: 187: [2293, 1129, 2320, 1148]
toc-entry-page: 163: [2278, 537, 2306, 556]
toc-entry-number: 6.22: [163, 254, 195, 272]
toc-entry-title: Sende- und Empfangsgerät für Telefon R36 aus- und einbauen: [220, 362, 668, 380]
dot-leader: . . . . . . . . . . . . . . . . . . . . . . . . . . . . . . . . . . . . . . . . . . . . . . . . . . . . . . . . . . . . . . . . . . . . . . . . . . . . . . . . . . . . . . . . . . . . . . . . . . . . . . . . . . . . . . . . . . . . . . . .: [522, 954, 2282, 972]
dot-leader: . . . . . . . . . . . . . . . . . . . . . . . . . . . . . . . . . . . . . . . . . . . . . . . . . . . . . . . . . . . . . . . . . . . . . . . . . . . . . . . . . . . . . . . . . . . . . . . . . . . . . . . . . . . . . . . . . . . . . . . .: [545, 1039, 2306, 1058]
toc-entry-title: Verstärker für Handy R86 aus- und einbauen: [220, 383, 539, 401]
dot-leader: . . . . . . . . . . . . . . . . . . . . . . . . . . . . . . . . . . . . . . . . . . . . . . . . . . . . . . . . . . . . . . . . . . . . . . . . . . . . . . . . . . . . . . . . . . . . . . . . . . . . . . . . . . . . . . . . . . . . . . . .: [618, 1237, 2379, 1255]
toc-entry-number: 8.10: [163, 842, 195, 860]
toc-entry-page: 154: [2446, 340, 2474, 358]
toc-entry-title: Gesamtübersicht - Einbauorte: [220, 559, 434, 577]
dot-leader: . . . . . . . . . . . . . . . . . . . . . . . . . . . . . . . . . . . . . . . . . . . . . . . . . . . . . . . . . . . . . . . . . . . . . . . . . . . . . . . . . . . . . . . . . . . . . . . . . . . . . . . . . . . . . . . . . . . . . . . .: [517, 473, 2278, 491]
toc-entry-title: Steckverbindungen Handyvorbereitung mit Telematik: [220, 516, 596, 534]
toc-entry-number: 8.4: [163, 713, 187, 731]
